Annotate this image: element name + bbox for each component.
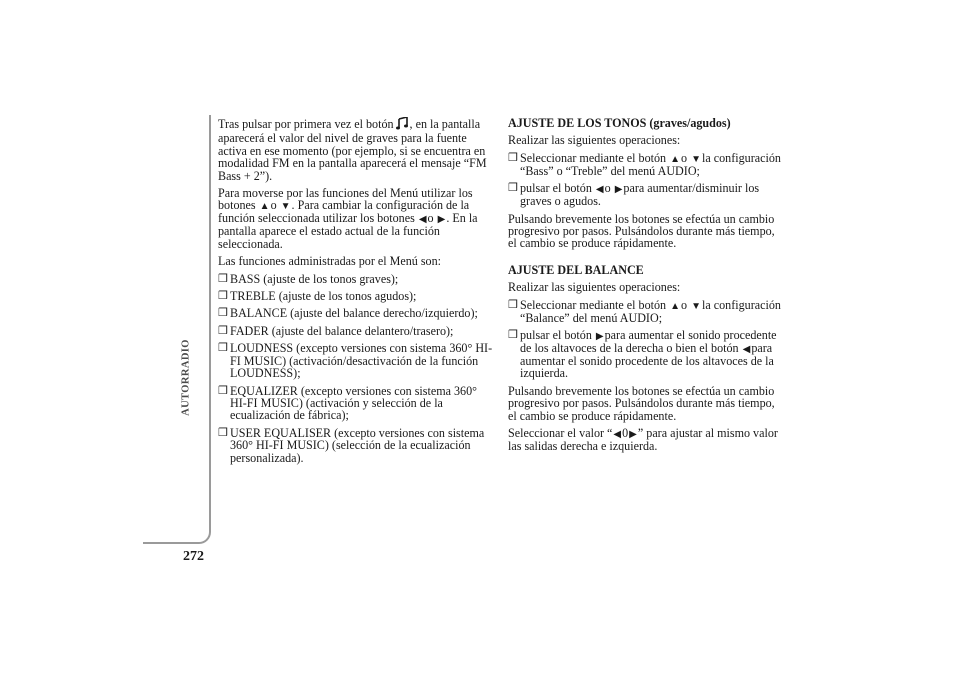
tones-heading: AJUSTE DE LOS TONOS (graves/agudos) (508, 116, 731, 130)
intro-paragraph: Tras pulsar por primera vez el botón , en la pantalla aparecerá el valor del nivel de graves para la fuente activa en ese momento (por ejemplo, si se encuentra en modalidad FM en la pantalla aparecerá el mensaje “FM Bass + 2”). (218, 117, 487, 183)
left-arrow-icon: ◀ (742, 344, 751, 356)
checkbox-bullet-icon: ❒ (508, 151, 518, 164)
list-item: ❒ pulsar el botón ▶para aumentar el sonido procedente de los altavoces de la derecha o bien el botón ◀para aumentar el sonido procedente de los altavoces de la izquierda. (508, 328, 777, 381)
music-note-icon (396, 117, 408, 132)
list-item: ❒ Seleccionar mediante el botón ▲o ▼la configuración “Balance” del menú AUDIO; (508, 297, 781, 325)
checkbox-bullet-icon: ❒ (218, 342, 228, 355)
left-arrow-icon: ◀ (613, 429, 622, 441)
checkbox-bullet-icon: ❒ (218, 426, 228, 439)
list-item: ❒ EQUALIZER (excepto versiones con sistema 360° HI-FI MUSIC) (activación y selección de la ecualización de fábrica); (218, 383, 477, 423)
balance-intro: Realizar las siguientes operaciones: (508, 280, 681, 295)
left-arrow-icon: ◀ (418, 214, 427, 226)
up-arrow-icon: ▲ (670, 300, 681, 312)
up-arrow-icon: ▲ (670, 153, 681, 165)
tones-note: Pulsando brevemente los botones se efectúa un cambio progresivo por pasos. Pulsándolos durante más tiempo, el cambio se produce rápidamente. (508, 211, 775, 251)
list-item: ❒ pulsar el botón ◀o ▶para aumentar/disminuir los graves o agudos. (508, 181, 760, 209)
right-column (508, 117, 783, 458)
functions-intro: Las funciones administradas por el Menú son: (218, 254, 442, 269)
up-arrow-icon: ▲ (259, 201, 270, 213)
list-item: ❒ BALANCE (ajuste del balance derecho/izquierdo); (218, 306, 478, 321)
checkbox-bullet-icon: ❒ (218, 324, 228, 337)
list-item: ❒ TREBLE (ajuste de los tonos agudos); (218, 289, 417, 304)
tones-intro: Realizar las siguientes operaciones: (508, 133, 681, 148)
right-arrow-icon: ▶ (437, 214, 446, 226)
balance-steps (508, 299, 783, 380)
balance-note: Pulsando brevemente los botones se efectúa un cambio progresivo por pasos. Pulsándolos durante más tiempo, el cambio se produce rápidamente. (508, 383, 775, 423)
checkbox-bullet-icon: ❒ (218, 290, 228, 303)
navigation-paragraph: Para moverse por las funciones del Menú utilizar los botones ▲o ▼. Para cambiar la configuración de la función seleccionada utilizar los botones ◀o ▶. En la pantalla aparece el estado actual de la función seleccionada. (218, 186, 478, 251)
checkbox-bullet-icon: ❒ (508, 182, 518, 195)
down-arrow-icon: ▼ (280, 201, 291, 213)
list-item: ❒ BASS (ajuste de los tonos graves); (218, 271, 399, 286)
tones-steps (508, 152, 783, 208)
right-arrow-icon: ▶ (629, 429, 637, 441)
checkbox-bullet-icon: ❒ (508, 329, 518, 342)
list-item: ❒ Seleccionar mediante el botón ▲o ▼la configuración “Bass” o “Treble” del menú AUDIO; (508, 150, 781, 178)
checkbox-bullet-icon: ❒ (508, 298, 518, 311)
down-arrow-icon: ▼ (691, 153, 701, 165)
list-item: ❒ LOUDNESS (excepto versiones con sistema 360° HI-FI MUSIC) (activación/desactivación de la función LOUDNESS); (218, 341, 493, 381)
checkbox-bullet-icon: ❒ (218, 272, 228, 285)
left-arrow-icon: ◀ (595, 184, 604, 196)
right-arrow-icon: ▶ (595, 331, 604, 343)
function-list (218, 273, 496, 464)
left-column (218, 117, 496, 469)
checkbox-bullet-icon: ❒ (218, 307, 228, 320)
right-arrow-icon: ▶ (614, 184, 623, 196)
list-item: ❒ FADER (ajuste del balance delantero/trasero); (218, 323, 454, 338)
page-border (143, 115, 211, 544)
balance-heading: AJUSTE DEL BALANCE (508, 262, 644, 277)
checkbox-bullet-icon: ❒ (218, 384, 228, 397)
section-label: AUTORRADIO (180, 339, 192, 416)
list-item: ❒ USER EQUALISER (excepto versiones con sistema 360° HI-FI MUSIC) (selección de la ecualización personalizada). (218, 425, 485, 465)
balance-center-paragraph: Seleccionar el valor “◀0▶” para ajustar al mismo valor las salidas derecha e izquierda. (508, 426, 778, 454)
down-arrow-icon: ▼ (691, 300, 701, 312)
page-number: 272 (183, 549, 204, 564)
